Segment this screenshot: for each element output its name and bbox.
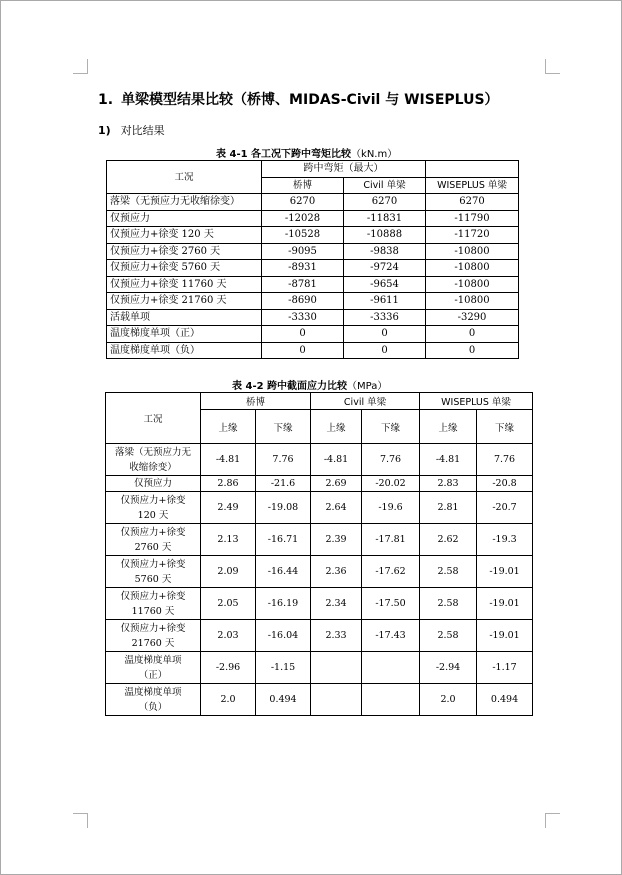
row-label-line: （负） — [138, 701, 168, 713]
table-row — [107, 194, 519, 211]
row-label-line: 温度梯度单项 — [124, 686, 182, 698]
row-label-line: 收缩徐变） — [129, 461, 177, 473]
row-label-line: 落梁（无预应力无 — [114, 446, 191, 458]
cell-value: 6270 — [426, 194, 519, 211]
cell-value: -10528 — [262, 227, 344, 244]
row-label: 仅预应力+徐变 120 天 — [107, 227, 262, 244]
cell-value: 2.05 — [201, 588, 256, 620]
row-label-line: 5760 天 — [134, 573, 172, 585]
table-row — [107, 227, 519, 244]
table-row — [107, 210, 519, 227]
cell-value: -9611 — [344, 293, 426, 310]
cell-value: 2.58 — [420, 620, 477, 652]
cell-value: 2.39 — [311, 524, 362, 556]
row-label — [106, 476, 201, 492]
cell-value: -17.43 — [362, 620, 420, 652]
cell-value: -10800 — [426, 293, 519, 310]
cell-value — [311, 684, 362, 716]
cell-value: -12028 — [262, 210, 344, 227]
row-label — [106, 556, 201, 588]
section-title: 单梁模型结果比较（桥博、MIDAS-Civil 与 WISEPLUS） — [121, 92, 499, 108]
cell-value: -19.3 — [477, 524, 533, 556]
table2-subcolumn-header: 上缘 — [201, 410, 256, 444]
cell-value: 7.76 — [477, 444, 533, 476]
table2-subcolumn-header: 上缘 — [311, 410, 362, 444]
moment-comparison-table — [106, 160, 519, 359]
table2-header-row — [106, 393, 533, 410]
row-label-line: 仅预应力+徐变 — [120, 526, 186, 538]
cell-value: -17.50 — [362, 588, 420, 620]
cell-value: -20.02 — [362, 476, 420, 492]
table2-caption-title: 表 4-2 跨中截面应力比较 — [232, 381, 348, 392]
cell-value: -19.01 — [477, 556, 533, 588]
table-row — [107, 293, 519, 310]
table-row — [106, 524, 533, 556]
row-label: 仅预应力+徐变 2760 天 — [107, 243, 262, 260]
cell-value: -9095 — [262, 243, 344, 260]
cell-value: -19.6 — [362, 492, 420, 524]
table-row — [106, 556, 533, 588]
table2-group-header: Civil 单梁 — [311, 393, 420, 410]
subsection-title: 对比结果 — [120, 124, 165, 137]
cell-value: 2.03 — [201, 620, 256, 652]
table1-header-row — [107, 161, 519, 178]
cell-value: -17.81 — [362, 524, 420, 556]
margin-mark-top-right — [545, 59, 560, 74]
cell-value: 0 — [426, 326, 519, 343]
cell-value: -20.7 — [477, 492, 533, 524]
cell-value: 2.36 — [311, 556, 362, 588]
table-row — [106, 476, 533, 492]
cell-value: 6270 — [344, 194, 426, 211]
subsection-heading — [98, 122, 165, 138]
cell-value: -10800 — [426, 276, 519, 293]
cell-value: 0.494 — [256, 684, 311, 716]
cell-value: -1.17 — [477, 652, 533, 684]
cell-value: -3330 — [262, 309, 344, 326]
cell-value: -20.8 — [477, 476, 533, 492]
cell-value: 6270 — [262, 194, 344, 211]
table1-caption-title: 表 4-1 各工况下跨中弯矩比较 — [216, 149, 352, 160]
cell-value: 0.494 — [477, 684, 533, 716]
table2-subcolumn-header: 下缘 — [477, 410, 533, 444]
cell-value: 2.34 — [311, 588, 362, 620]
cell-value: 2.13 — [201, 524, 256, 556]
row-label — [106, 652, 201, 684]
cell-value: 2.81 — [420, 492, 477, 524]
cell-value: 0 — [344, 326, 426, 343]
cell-value: 2.62 — [420, 524, 477, 556]
row-label-line: 2760 天 — [134, 541, 172, 553]
cell-value: 2.09 — [201, 556, 256, 588]
row-label — [106, 588, 201, 620]
cell-value: -16.19 — [256, 588, 311, 620]
margin-mark-bottom-right — [545, 813, 560, 828]
cell-value: -17.62 — [362, 556, 420, 588]
row-label-line: 仅预应力+徐变 — [120, 590, 186, 602]
cell-value: 2.58 — [420, 588, 477, 620]
cell-value: 2.86 — [201, 476, 256, 492]
cell-value: 2.83 — [420, 476, 477, 492]
cell-value: 2.64 — [311, 492, 362, 524]
cell-value: -19.08 — [256, 492, 311, 524]
cell-value: -9838 — [344, 243, 426, 260]
row-label: 活载单项 — [107, 309, 262, 326]
row-label: 仅预应力+徐变 5760 天 — [107, 260, 262, 277]
cell-value: -4.81 — [311, 444, 362, 476]
table-row — [106, 684, 533, 716]
row-label: 仅预应力+徐变 21760 天 — [107, 293, 262, 310]
table-row — [107, 326, 519, 343]
cell-value: -9654 — [344, 276, 426, 293]
cell-value — [362, 684, 420, 716]
table1-caption — [216, 145, 397, 160]
cell-value: 2.33 — [311, 620, 362, 652]
table1-column-header: WISEPLUS 单梁 — [426, 177, 519, 194]
table2-subcolumn-header: 上缘 — [420, 410, 477, 444]
cell-value: -16.44 — [256, 556, 311, 588]
table-row — [107, 260, 519, 277]
cell-value: 7.76 — [362, 444, 420, 476]
table1-column-header: Civil 单梁 — [344, 177, 426, 194]
subsection-number: 1) — [98, 124, 111, 137]
table2-group-header: WISEPLUS 单梁 — [420, 393, 533, 410]
table2-caption — [232, 377, 387, 392]
row-label — [106, 620, 201, 652]
row-label: 落梁（无预应力无收缩徐变） — [107, 194, 262, 211]
cell-value — [362, 652, 420, 684]
cell-value: -21.6 — [256, 476, 311, 492]
row-label: 仅预应力+徐变 11760 天 — [107, 276, 262, 293]
table-row — [106, 652, 533, 684]
cell-value: 2.49 — [201, 492, 256, 524]
table-row — [106, 444, 533, 476]
cell-value: -8781 — [262, 276, 344, 293]
margin-mark-bottom-left — [73, 813, 88, 828]
section-heading — [98, 89, 499, 109]
cell-value: 0 — [262, 342, 344, 359]
table1-column-header: 桥博 — [262, 177, 344, 194]
table-row — [106, 588, 533, 620]
row-label-line: 仅预应力 — [133, 478, 172, 489]
table2-subcolumn-header: 下缘 — [256, 410, 311, 444]
cell-value: 0 — [344, 342, 426, 359]
cell-value: 2.58 — [420, 556, 477, 588]
table1-header-case: 工况 — [107, 161, 262, 194]
cell-value: -9724 — [344, 260, 426, 277]
cell-value: -2.96 — [201, 652, 256, 684]
cell-value: -11720 — [426, 227, 519, 244]
table-row — [106, 620, 533, 652]
stress-comparison-table — [105, 392, 533, 716]
cell-value: -1.15 — [256, 652, 311, 684]
cell-value: -16.71 — [256, 524, 311, 556]
table-row — [107, 276, 519, 293]
table-row — [107, 342, 519, 359]
cell-value: 0 — [426, 342, 519, 359]
row-label: 温度梯度单项（负） — [107, 342, 262, 359]
row-label-line: 120 天 — [137, 509, 169, 521]
cell-value: -4.81 — [420, 444, 477, 476]
table2-header-case: 工况 — [106, 393, 201, 444]
cell-value: -3336 — [344, 309, 426, 326]
cell-value: -11790 — [426, 210, 519, 227]
row-label-line: 11760 天 — [131, 605, 175, 617]
section-number: 1. — [98, 92, 114, 108]
cell-value: -19.01 — [477, 620, 533, 652]
cell-value: -10800 — [426, 260, 519, 277]
row-label — [106, 444, 201, 476]
cell-value — [311, 652, 362, 684]
margin-mark-top-left — [73, 59, 88, 74]
row-label — [106, 684, 201, 716]
cell-value: -4.81 — [201, 444, 256, 476]
row-label-line: 仅预应力+徐变 — [120, 494, 186, 506]
row-label-line: 温度梯度单项 — [124, 654, 182, 666]
cell-value: 0 — [262, 326, 344, 343]
row-label-line: （正） — [138, 669, 168, 681]
cell-value: -11831 — [344, 210, 426, 227]
row-label: 温度梯度单项（正） — [107, 326, 262, 343]
row-label — [106, 492, 201, 524]
table-row — [107, 243, 519, 260]
row-label-line: 仅预应力+徐变 — [120, 622, 186, 634]
cell-value: -19.01 — [477, 588, 533, 620]
table1-caption-unit: （kN.m） — [351, 149, 398, 160]
row-label-line: 21760 天 — [131, 637, 175, 649]
table-row — [107, 309, 519, 326]
cell-value: 2.0 — [420, 684, 477, 716]
row-label-line: 仅预应力+徐变 — [120, 558, 186, 570]
cell-value: -16.04 — [256, 620, 311, 652]
cell-value: 7.76 — [256, 444, 311, 476]
cell-value: 2.69 — [311, 476, 362, 492]
cell-value: 2.0 — [201, 684, 256, 716]
table1-header-blank — [426, 161, 519, 178]
cell-value: -10888 — [344, 227, 426, 244]
table2-caption-unit: （MPa） — [347, 381, 388, 392]
cell-value: -3290 — [426, 309, 519, 326]
table-row — [106, 492, 533, 524]
cell-value: -8690 — [262, 293, 344, 310]
cell-value: -2.94 — [420, 652, 477, 684]
table2-subcolumn-header: 下缘 — [362, 410, 420, 444]
row-label — [106, 524, 201, 556]
cell-value: -10800 — [426, 243, 519, 260]
table1-header-group: 跨中弯矩（最大） — [262, 161, 426, 178]
cell-value: -8931 — [262, 260, 344, 277]
table2-group-header: 桥博 — [201, 393, 311, 410]
row-label: 仅预应力 — [107, 210, 262, 227]
